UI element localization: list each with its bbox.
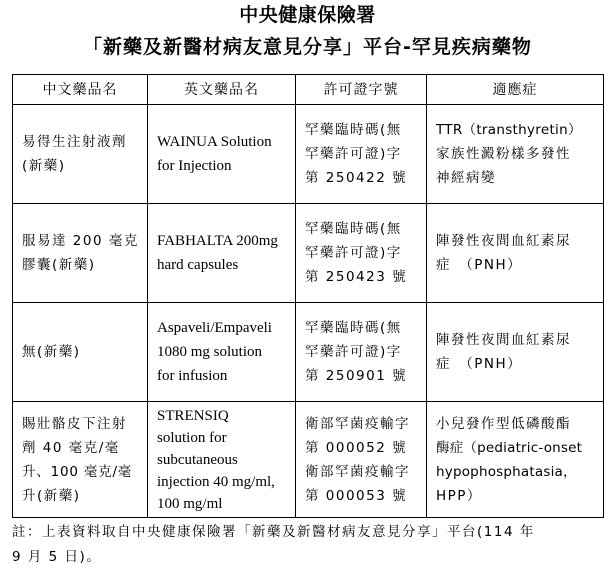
line: 衛部罕菌疫輸字 [305,463,410,480]
line: 家族性澱粉樣多發性 [436,146,571,162]
line: subcutaneous [157,451,238,468]
header-license-number: 許可證字號 [296,75,427,105]
line: 小兒發作型低磷酸酯 [436,415,571,432]
line: 罕藥臨時碼(無 [305,221,402,237]
line: WAINUA Solution [157,134,272,150]
line: 100 mg/ml [157,495,223,512]
line: FABHALTA 200mg [157,233,278,249]
table-header-row [13,75,604,105]
line: 罕藥臨時碼(無 [305,122,402,138]
cell-license-number [296,105,427,204]
line: injection 40 mg/ml, [157,473,275,490]
line: 罕藥許可證)字 [305,245,402,261]
table-row [13,204,604,303]
line: 陣發性夜間血紅素尿 [436,233,571,249]
line: 罕藥許可證)字 [305,146,402,162]
cell-indication [427,402,604,518]
footnote [12,520,607,570]
cell-license-number [296,402,427,518]
cell-chinese-name [13,402,148,518]
cell-english-name [148,105,296,204]
document-subtitle: 「新藥及新醫材病友意見分享」平台-罕見疾病藥物 [83,36,532,58]
cell-chinese-name [13,303,148,402]
line: 第 250901 號 [305,368,408,384]
line: 第 000053 號 [305,487,408,504]
line: 升、100 毫克/毫 [22,463,133,480]
document-title: 中央健康保險署 [239,4,376,26]
line: (新藥) [22,158,66,174]
line: 症 （PNH） [436,257,523,273]
cell-license-number [296,303,427,402]
line: 第 250423 號 [305,269,408,285]
line: 服易達 200 毫克 [22,233,139,249]
line: 膠囊(新藥) [22,257,96,273]
line: 無(新藥) [22,344,81,360]
line: 罕藥許可證)字 [305,344,402,360]
footnote-line: 註：上表資料取自中央健康保險署「新藥及新醫材病友意見分享」平台(114 年 [12,524,535,540]
cell-chinese-name [13,204,148,303]
line: hypophosphatasia， [436,463,577,480]
table-row [13,303,604,402]
line: TTR（transthyretin） [436,122,582,138]
header-indication: 適應症 [427,75,604,105]
cell-indication [427,303,604,402]
cell-license-number [296,204,427,303]
line: STRENSIQ [157,407,229,424]
line: Aspaveli/Empaveli [157,320,272,336]
line: hard capsules [157,257,239,273]
footnote-line: 9 月 5 日)。 [12,549,102,565]
cell-indication [427,105,604,204]
line: 賜壯骼皮下注射 [22,415,127,432]
line: 第 250422 號 [305,170,408,186]
line: 1080 mg solution [157,344,263,360]
cell-indication [427,204,604,303]
header-chinese-name: 中文藥品名 [13,75,148,105]
line: solution for [157,429,227,446]
line: 劑 40 毫克/毫 [22,439,120,456]
cell-english-name [148,402,296,518]
drug-table [12,74,604,518]
line: HPP） [436,487,482,504]
cell-english-name [148,204,296,303]
line: 衛部罕菌疫輸字 [305,415,410,432]
header-english-name: 英文藥品名 [148,75,296,105]
line: 酶症（pediatric-onset [436,439,583,456]
cell-english-name [148,303,296,402]
line: 易得生注射液劑 [22,134,127,150]
cell-chinese-name [13,105,148,204]
line: 罕藥臨時碼(無 [305,320,402,336]
table-row [13,402,604,518]
line: for Injection [157,158,232,174]
line: 陣發性夜間血紅素尿 [436,332,571,348]
line: 神經病變 [436,170,496,186]
table-row [13,105,604,204]
line: 症 （PNH） [436,356,523,372]
line: 升(新藥) [22,487,81,504]
line: 第 000052 號 [305,439,408,456]
line: for infusion [157,368,228,384]
